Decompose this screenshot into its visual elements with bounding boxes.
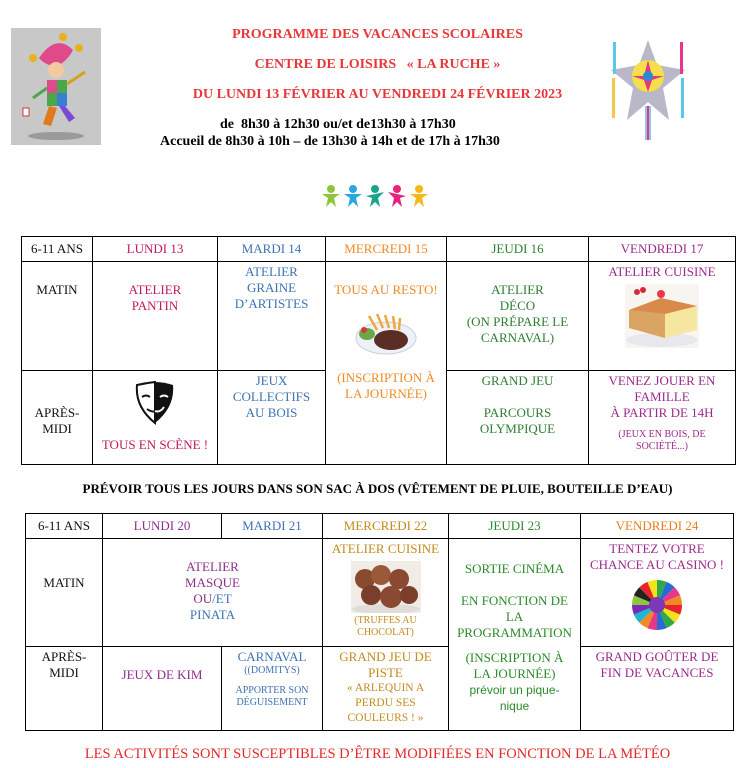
steak-frites-icon <box>355 310 417 356</box>
activity-line: PINATA <box>189 607 236 622</box>
row-label-matin: MATIN <box>26 539 103 647</box>
pinata-image <box>607 30 689 142</box>
activity-title: CARNAVAL <box>237 649 307 664</box>
activity-title: SORTIE CINÉMA <box>464 561 565 576</box>
date-range: DU LUNDI 13 FÉVRIER AU VENDREDI 24 FÉVRIER 2023 <box>192 87 563 102</box>
activity-title: TOUS EN SCÈNE ! <box>101 437 209 452</box>
activity-vendredi17-apres-midi <box>589 371 736 465</box>
activity-line: ATELIER <box>245 264 298 279</box>
activity-line: PROGRAMMATION <box>457 625 572 640</box>
roulette-wheel-icon <box>631 579 683 631</box>
row-label-matin: MATIN <box>22 262 93 371</box>
week2-matin-row <box>26 539 734 647</box>
backpack-reminder: PRÉVOIR TOUS LES JOURS DANS SON SAC À DOS (VÊTEMENT DE PLUIE, BOUTEILLE D’EAU) <box>82 481 673 496</box>
activity-title: TOUS AU RESTO! <box>334 282 438 297</box>
activity-line: À PARTIR DE 14H <box>610 405 714 420</box>
pinata-star-icon <box>607 30 689 142</box>
theater-mask-icon <box>134 381 176 425</box>
children-image <box>320 184 430 208</box>
activity-note: nique <box>499 699 530 713</box>
activity-title: ATELIER CUISINE <box>331 541 440 556</box>
week1-schedule-table <box>21 236 736 465</box>
activity-vendredi17-matin <box>589 262 736 371</box>
activity-lundi13-matin <box>93 262 218 371</box>
activity-line: ATELIER <box>186 559 239 574</box>
reception-hours: Accueil de 8h30 à 10h – de 13h30 à 14h et de 17h à 17h30 <box>160 134 500 149</box>
program-title: PROGRAMME DES VACANCES SCOLAIRES <box>232 27 523 42</box>
activity-line: FAMILLE <box>634 389 690 404</box>
activity-line: MASQUE <box>185 575 240 590</box>
day-header-mercredi-22: MERCREDI 22 <box>323 514 449 539</box>
activity-mardi14-matin <box>218 262 326 371</box>
activity-line: CARNAVAL) <box>480 330 555 345</box>
activity-mardi21-apres-midi <box>222 647 323 731</box>
week2-header-row <box>26 514 734 539</box>
row-label-apres-midi: APRÈS-MIDI <box>22 371 93 465</box>
hours-line: de 8h30 à 12h30 ou/et de13h30 à 17h30 <box>220 117 456 132</box>
activity-line: EN FONCTION DE <box>461 593 568 608</box>
week2-apres-midi-row <box>26 647 734 731</box>
activity-word: OU <box>193 591 213 606</box>
activity-mercredi22-apres-midi <box>323 647 449 731</box>
activity-line: ATELIER <box>491 282 544 297</box>
activity-note: CHOCOLAT) <box>357 627 414 638</box>
activity-title: ATELIER CUISINE <box>608 264 716 279</box>
activity-line: PERDU SES <box>355 697 416 709</box>
activity-jeudi23-day <box>449 539 581 731</box>
activity-line: JEUX <box>255 373 288 388</box>
activity-line: DÉCO <box>499 298 536 313</box>
day-header-lundi-13: LUNDI 13 <box>93 237 218 262</box>
activity-line: VENEZ JOUER EN <box>608 373 716 388</box>
day-header-vendredi-17: VENDREDI 17 <box>589 237 736 262</box>
week2-schedule-table <box>25 513 734 731</box>
activity-line: « ARLEQUIN A <box>346 682 425 694</box>
activity-note: DÉGUISEMENT <box>236 697 308 708</box>
age-label: 6-11 ANS <box>22 237 93 262</box>
activity-line: D’ARTISTES <box>234 296 309 311</box>
weather-disclaimer: LES ACTIVITÉS SONT SUSCEPTIBLES D’ÊTRE MODIFIÉES EN FONCTION DE LA MÉTÉO <box>84 746 671 762</box>
activity-line: OLYMPIQUE <box>479 421 556 436</box>
activity-note: (INSCRIPTION À <box>337 370 435 385</box>
center-name: CENTRE DE LOISIRS « LA RUCHE » <box>254 57 501 72</box>
children-silhouettes-icon <box>320 184 430 208</box>
day-header-jeudi-23: JEUDI 23 <box>449 514 581 539</box>
activity-note: LA JOURNÉE) <box>473 666 556 681</box>
day-header-lundi-20: LUNDI 20 <box>103 514 222 539</box>
activity-line: TENTEZ VOTRE <box>609 541 705 556</box>
activity-vendredi24-apres-midi <box>581 647 734 731</box>
activity-jeudi16-matin <box>447 262 589 371</box>
activity-line: PANTIN <box>131 298 179 313</box>
activity-note: prévoir un pique- <box>469 683 560 697</box>
activity-lundi13-apres-midi <box>93 371 218 465</box>
activity-lundi20-mardi21-matin <box>103 539 323 647</box>
activity-line: COLLECTIFS <box>232 389 311 404</box>
activity-line: ATELIER <box>128 282 182 297</box>
day-header-mardi-21: MARDI 21 <box>222 514 323 539</box>
day-header-vendredi-24: VENDREDI 24 <box>581 514 734 539</box>
week1-header-row <box>22 237 736 262</box>
activity-line: GRAND GOÛTER DE <box>595 649 719 664</box>
age-label: 6-11 ANS <box>26 514 103 539</box>
wheel-hub <box>649 597 665 613</box>
activity-line <box>106 591 319 607</box>
activity-note: LA JOURNÉE) <box>345 386 427 401</box>
activity-line: PISTE <box>368 665 403 680</box>
day-header-jeudi-16: JEUDI 16 <box>447 237 589 262</box>
activity-mardi14-apres-midi <box>218 371 326 465</box>
activity-note: (INSCRIPTION À <box>465 650 564 665</box>
activity-line: GRAINE <box>246 280 297 295</box>
activity-line: (ON PRÉPARE LE <box>466 314 569 329</box>
activity-line: GRAND JEU DE <box>339 649 432 664</box>
chocolate-truffles-icon <box>351 561 421 613</box>
cake-icon <box>625 284 699 348</box>
row-label-apres-midi: APRÈS-MIDI <box>26 647 103 731</box>
activity-jeudi16-apres-midi <box>447 371 589 465</box>
activity-word: /ET <box>212 591 232 606</box>
activity-mercredi22-matin <box>323 539 449 647</box>
activity-line: FIN DE VACANCES <box>600 665 714 680</box>
week1-matin-row <box>22 262 736 371</box>
activity-note: (JEUX EN BOIS, DE <box>618 429 706 440</box>
activity-line: PARCOURS <box>483 405 552 420</box>
activity-note: SOCIÉTÉ...) <box>636 441 688 452</box>
activity-lundi20-apres-midi: JEUX DE KIM <box>103 647 222 731</box>
activity-line: AU BOIS <box>245 405 298 420</box>
activity-title: GRAND JEU <box>481 373 554 388</box>
activity-line: LA <box>505 609 524 624</box>
day-header-mardi-14: MARDI 14 <box>218 237 326 262</box>
activity-vendredi24-matin <box>581 539 734 647</box>
activity-note: (TRUFFES AU <box>354 615 417 626</box>
activity-note: APPORTER SON <box>235 685 309 696</box>
activity-mercredi15-day <box>326 262 447 465</box>
activity-line: COULEURS ! » <box>347 712 424 724</box>
activity-line: CHANCE AU CASINO ! <box>590 557 724 572</box>
day-header-mercredi-15: MERCREDI 15 <box>326 237 447 262</box>
activity-subtitle: ((DOMITYS) <box>244 665 300 676</box>
